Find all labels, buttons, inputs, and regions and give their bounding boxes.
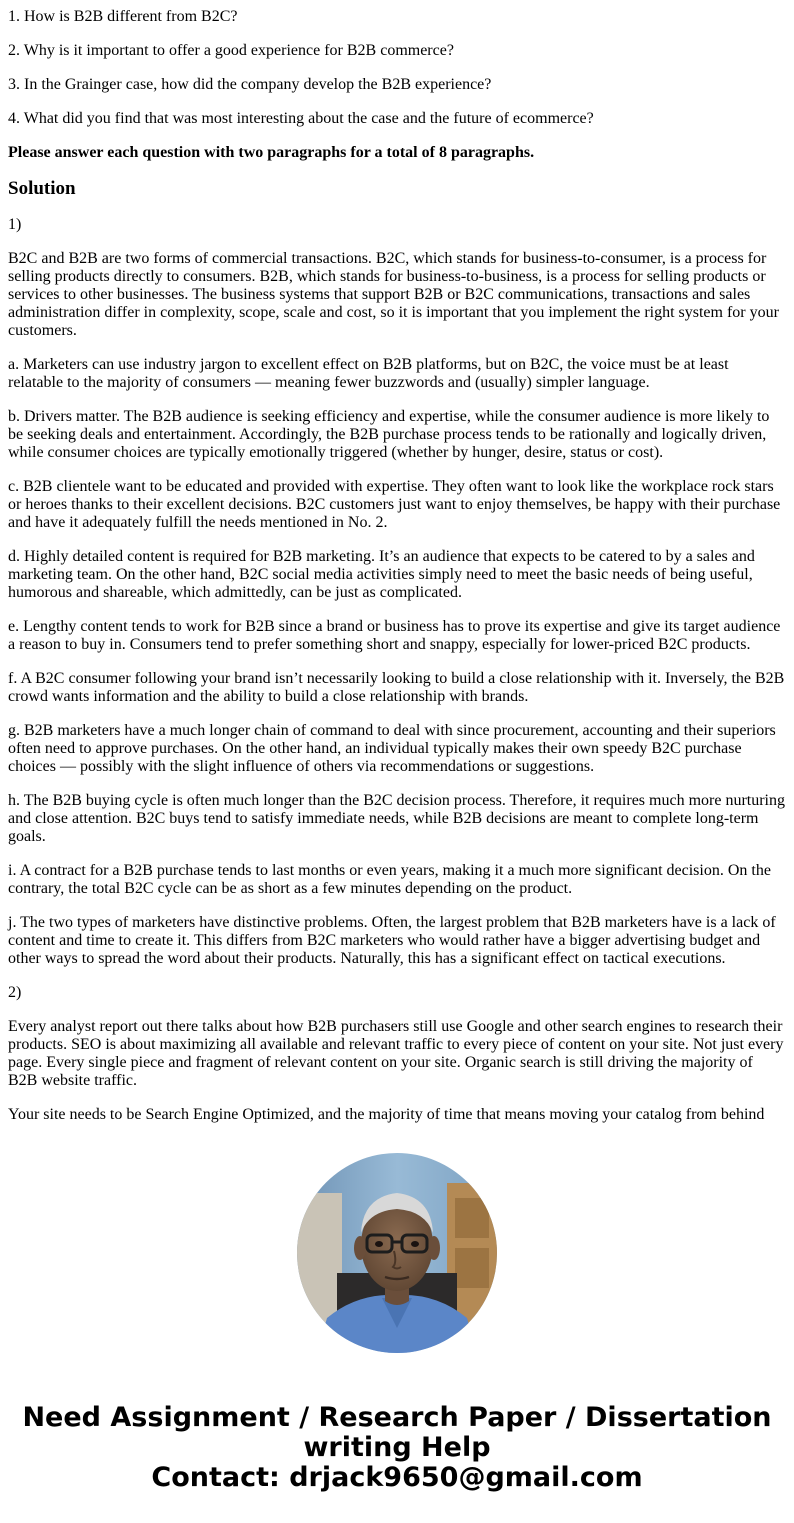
question-2: 2. Why is it important to offer a good experience for B2B commerce? xyxy=(8,42,454,59)
question-1: 1. How is B2B different from B2C? xyxy=(8,8,238,25)
section-1-label: 1) xyxy=(8,216,22,233)
section-1-paragraph: d. Highly detailed content is required for B2B marketing. It’s an audience that expects to be catered to by a sales and marketing team. On the other hand, B2C social media activities simply need to meet the basic needs of being useful, humorous and shareable, which admittedly, can be just as complicated. xyxy=(8,548,755,601)
section-2-paragraph: Every analyst report out there talks about how B2B purchasers still use Google and other search engines to research their products. SEO is about maximizing all available and relevant traffic to every piece of content on your site. Not just every page. Every single piece and fragment of relevant content on your site. Organic search is still driving the majority of B2B website traffic. xyxy=(8,1018,784,1089)
section-1-paragraph: a. Marketers can use industry jargon to excellent effect on B2B platforms, but on B2C, the voice must be at least relatable to the majority of consumers — meaning fewer buzzwords and (usually) simpler language. xyxy=(8,356,729,391)
section-1-paragraph: b. Drivers matter. The B2B audience is seeking efficiency and expertise, while the consumer audience is more likely to be seeking deals and entertainment. Accordingly, the B2B purchase process tends to be rationally and logically driven, while consumer choices are typically emotionally triggered (whether by hunger, desire, status or cost). xyxy=(8,408,770,461)
solution-heading: Solution xyxy=(8,178,76,199)
section-1-paragraph: e. Lengthy content tends to work for B2B since a brand or business has to prove its expertise and give its target audience a reason to buy in. Consumers tend to prefer something short and snappy, especially for lower-priced B2C products. xyxy=(8,618,781,653)
section-1-paragraph: j. The two types of marketers have distinctive problems. Often, the largest problem that B2B marketers have is a lack of content and time to create it. This differs from B2C marketers who would rather have a bigger advertising budget and other ways to spread the word about their products. Naturally, this has a significant effect on tactical executions. xyxy=(8,914,776,967)
section-1-paragraph: i. A contract for a B2B purchase tends to last months or even years, making it a much more significant decision. On the contrary, the total B2C cycle can be as short as a few minutes depending on the product. xyxy=(8,862,771,897)
promo-line-2: writing Help xyxy=(303,1432,491,1463)
section-1-paragraph: f. A B2C consumer following your brand isn’t necessarily looking to build a close relationship with it. Inversely, the B2B crowd wants information and the ability to build a close relationship with brands. xyxy=(8,670,785,705)
section-1-paragraph: h. The B2B buying cycle is often much longer than the B2C decision process. Therefore, it requires much more nurturing and close attention. B2C buys tend to satisfy immediate needs, while B2B decisions are meant to complete long-term goals. xyxy=(8,792,785,845)
document-content xyxy=(0,8,794,1123)
section-1-paragraph: B2C and B2B are two forms of commercial transactions. B2C, which stands for business-to-consumer, is a process for selling products directly to consumers. B2B, which stands for business-to-business, is a process for selling products or services to other businesses. The business systems that support B2B or B2C communications, transactions and sales administration differ in complexity, scope, scale and cost, so it is important that you implement the right system for your customers. xyxy=(8,250,779,339)
section-1-paragraph: g. B2B marketers have a much longer chain of command to deal with since procurement, accounting and their superiors often need to approve purchases. On the other hand, an individual typically makes their own speedy B2C purchase choices — possibly with the slight influence of others via recommendations or suggestions. xyxy=(8,722,776,775)
section-2-paragraph: Your site needs to be Search Engine Optimized, and the majority of time that means moving your catalog from behind xyxy=(8,1106,765,1123)
promo-banner xyxy=(0,1403,794,1493)
question-4: 4. What did you find that was most interesting about the case and the future of ecommerce? xyxy=(8,110,594,127)
instruction-text: Please answer each question with two paragraphs for a total of 8 paragraphs. xyxy=(8,144,535,161)
question-3: 3. In the Grainger case, how did the company develop the B2B experience? xyxy=(8,76,492,93)
promo-contact: Contact: drjack9650@gmail.com xyxy=(151,1462,643,1493)
author-photo-icon xyxy=(297,1153,497,1353)
section-1-paragraph: c. B2B clientele want to be educated and provided with expertise. They often want to look like the workplace rock stars or heroes thanks to their excellent decisions. B2C customers just want to enjoy themselves, be happy with their purchase and have it adequately fulfill the needs mentioned in No. 2. xyxy=(8,478,781,531)
promo-line-1: Need Assignment / Research Paper / Dissertation xyxy=(22,1402,772,1433)
section-2-label: 2) xyxy=(8,984,22,1001)
